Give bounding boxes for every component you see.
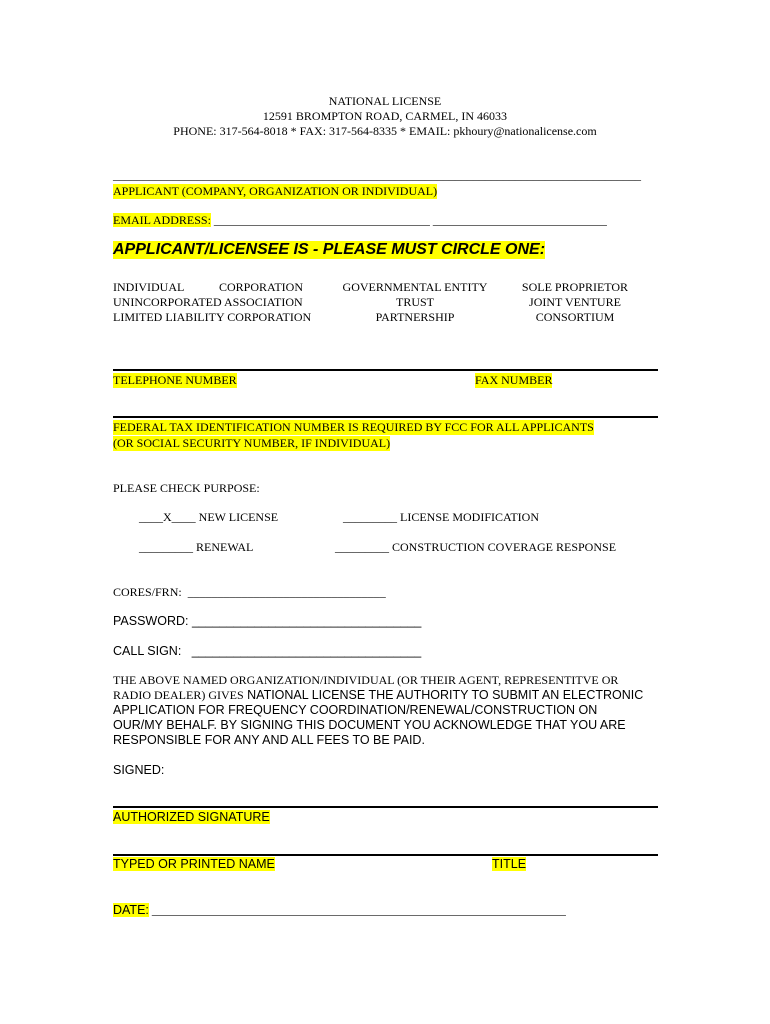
- authorized-signature-label: AUTHORIZED SIGNATURE: [113, 810, 270, 824]
- authorization-line-2a: RADIO DEALER) GIVES: [113, 688, 244, 702]
- option-joint-venture[interactable]: JOINT VENTURE: [529, 295, 621, 309]
- fax-label: FAX NUMBER: [475, 373, 553, 387]
- option-governmental-entity[interactable]: GOVERNMENTAL ENTITY: [342, 280, 488, 294]
- applicant-label: APPLICANT (COMPANY, ORGANIZATION OR INDIVIDUAL): [113, 184, 438, 198]
- cores-row: [113, 585, 386, 600]
- callsign-field[interactable]: _________________________________: [191, 644, 422, 658]
- option-individual[interactable]: INDIVIDUAL: [113, 280, 185, 294]
- password-label: PASSWORD:: [113, 614, 189, 628]
- date-label: DATE:: [113, 903, 149, 917]
- option-consortium[interactable]: CONSORTIUM: [535, 310, 615, 324]
- signature-line[interactable]: [113, 806, 658, 808]
- callsign-label: CALL SIGN:: [113, 644, 182, 658]
- applicant-line[interactable]: ________________________________________________________________________________________: [113, 168, 641, 182]
- purpose-construction-coverage[interactable]: _________ CONSTRUCTION COVERAGE RESPONSE: [335, 540, 617, 554]
- option-sole-proprietor[interactable]: SOLE PROPRIETOR: [521, 280, 629, 294]
- date-field[interactable]: _____________________________________________________________________: [148, 903, 566, 917]
- purpose-renewal[interactable]: _________ RENEWAL: [139, 540, 254, 554]
- purpose-new-license[interactable]: ____X____ NEW LICENSE: [139, 510, 279, 524]
- password-field[interactable]: _________________________________: [191, 614, 422, 628]
- email-field[interactable]: ____________________________________ _____________________________: [210, 213, 607, 227]
- authorization-line-2b: NATIONAL LICENSE THE AUTHORITY TO SUBMIT AN ELECTRONIC: [243, 688, 644, 702]
- tax-id-line[interactable]: [113, 416, 658, 418]
- password-row: [113, 614, 421, 628]
- licensee-heading: APPLICANT/LICENSEE IS - PLEASE MUST CIRCLE ONE:: [113, 241, 546, 258]
- authorization-line-4: OUR/MY BEHALF. BY SIGNING THIS DOCUMENT YOU ACKNOWLEDGE THAT YOU ARE: [113, 718, 626, 732]
- tax-id-label-1: FEDERAL TAX IDENTIFICATION NUMBER IS REQUIRED BY FCC FOR ALL APPLICANTS: [113, 420, 594, 434]
- authorization-line-3: APPLICATION FOR FREQUENCY COORDINATION/RENEWAL/CONSTRUCTION ON: [113, 703, 598, 717]
- option-trust[interactable]: TRUST: [395, 295, 434, 309]
- email-label: EMAIL ADDRESS:: [113, 213, 211, 227]
- company-address: 12591 BROMPTON ROAD, CARMEL, IN 46033: [262, 109, 508, 123]
- option-llc[interactable]: LIMITED LIABILITY CORPORATION: [113, 310, 312, 324]
- title-label: TITLE: [492, 857, 527, 871]
- authorization-line-2: [113, 688, 643, 703]
- purpose-label: PLEASE CHECK PURPOSE:: [113, 481, 260, 495]
- signed-label: SIGNED:: [113, 763, 165, 777]
- callsign-row: [113, 644, 421, 658]
- telephone-fax-line[interactable]: [113, 369, 658, 371]
- option-corporation[interactable]: CORPORATION: [219, 280, 304, 294]
- company-contact: PHONE: 317-564-8018 * FAX: 317-564-8335 * EMAIL: pkhoury@nationalicense.com: [173, 124, 597, 138]
- option-unincorporated-association[interactable]: UNINCORPORATED ASSOCIATION: [113, 295, 303, 309]
- authorization-line-5: RESPONSIBLE FOR ANY AND ALL FEES TO BE PAID.: [113, 733, 425, 747]
- authorization-line-1: THE ABOVE NAMED ORGANIZATION/INDIVIDUAL (OR THEIR AGENT, REPRESENTITVE OR: [113, 673, 619, 687]
- name-title-line[interactable]: [113, 854, 658, 856]
- option-partnership[interactable]: PARTNERSHIP: [375, 310, 455, 324]
- telephone-label: TELEPHONE NUMBER: [113, 373, 237, 387]
- tax-id-label-2: (OR SOCIAL SECURITY NUMBER, IF INDIVIDUAL): [113, 436, 391, 450]
- email-row: [113, 213, 607, 228]
- cores-field[interactable]: _________________________________: [187, 585, 386, 599]
- purpose-license-modification[interactable]: _________ LICENSE MODIFICATION: [343, 510, 539, 524]
- date-row: [113, 903, 566, 918]
- company-name: NATIONAL LICENSE: [328, 94, 442, 108]
- printed-name-label: TYPED OR PRINTED NAME: [113, 857, 275, 871]
- cores-label: CORES/FRN:: [113, 585, 182, 599]
